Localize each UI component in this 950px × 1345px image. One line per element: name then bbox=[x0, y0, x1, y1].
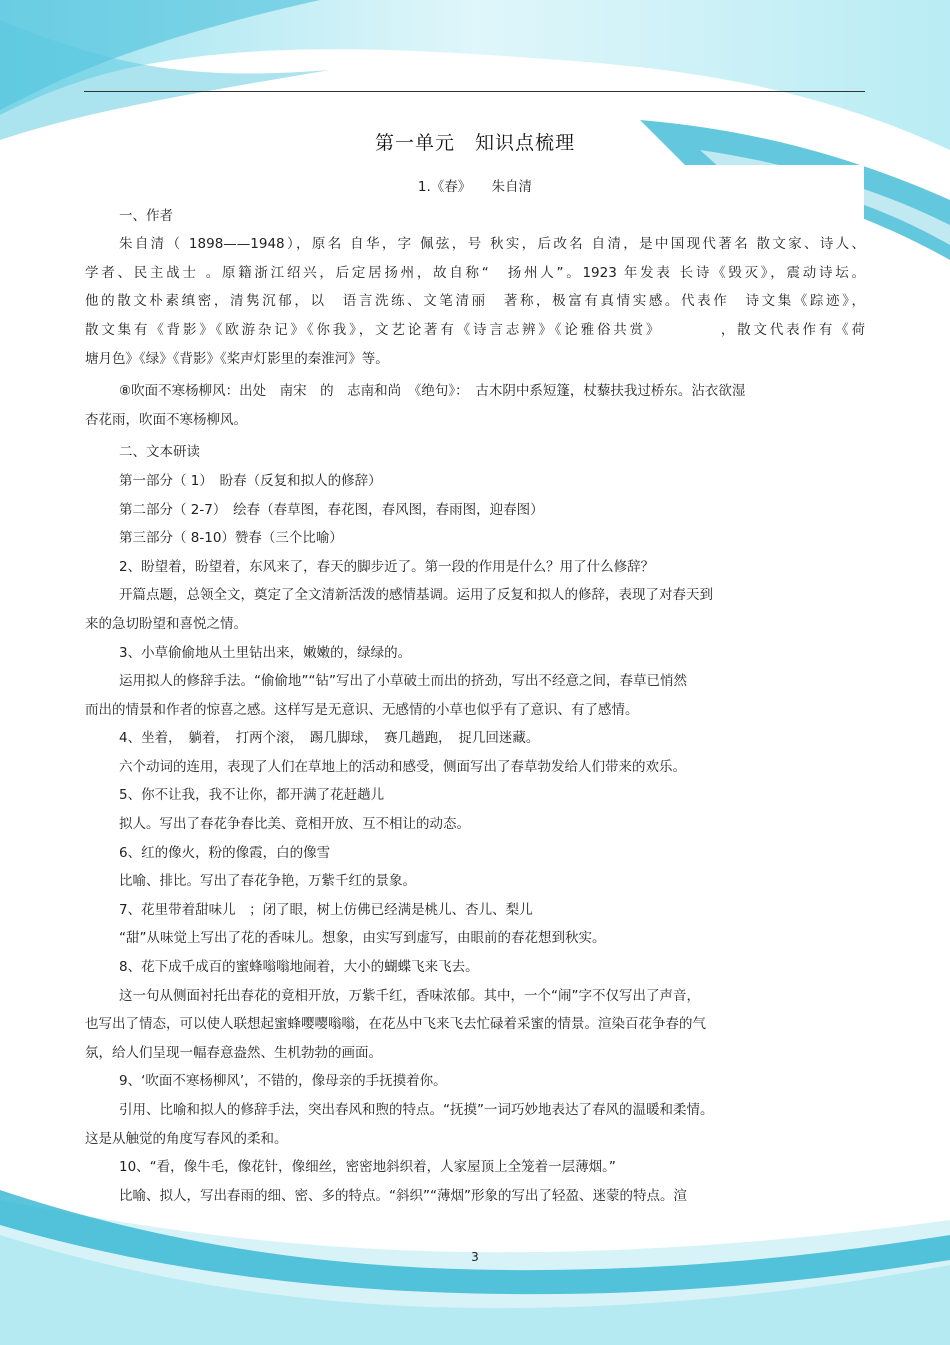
text-line: ⑧吹面不寒杨柳风：出处 南宋 的 志南和尚 《绝句》： 古木阴中系短篷，杖藜扶我过桥东。沾衣欲湿 bbox=[119, 383, 746, 400]
text-line: 开篇点题，总领全文，奠定了全文清新活泼的感情基调。运用了反复和拟人的修辞，表现了对春天到 bbox=[119, 587, 713, 604]
text-line: 8、花下成千成百的蜜蜂嗡嗡地闹着，大小的蝴蝶飞来飞去。 bbox=[119, 959, 479, 976]
text-line: 2、盼望着，盼望着，东风来了，春天的脚步近了。第一段的作用是什么？用了什么修辞？ bbox=[119, 558, 655, 575]
text-line: 7、花里带着甜味儿 ；闭了眼，树上仿佛已经满是桃儿、杏儿、梨儿 bbox=[119, 901, 533, 918]
text-line: 这是从触觉的角度写春风的柔和。 bbox=[85, 1130, 288, 1147]
text-line: 运用拟人的修辞手法。“偷偷地”“钻”写出了小草破土而出的挤劲，写出不经意之间，春草已悄然 bbox=[119, 673, 687, 690]
text-line: 一、作者 bbox=[119, 207, 173, 224]
text-line: 六个动词的连用，表现了人们在草地上的活动和感受，侧面写出了春草勃发给人们带来的欢乐。 bbox=[119, 758, 686, 775]
text-line: 拟人。写出了春花争春比美、竟相开放、互不相让的动态。 bbox=[119, 816, 470, 833]
text-line: 第一部分（ 1） 盼春（反复和拟人的修辞） bbox=[119, 472, 382, 489]
text-line: 9、‘吹面不寒杨柳风’，不错的，像母亲的手抚摸着你。 bbox=[119, 1073, 447, 1090]
text-line: 而出的情景和作者的惊喜之感。这样写是无意识、无感情的小草也似乎有了意识、有了感情。 bbox=[85, 701, 639, 718]
text-line: 10、“看，像牛毛，像花针，像细丝，密密地斜织着，人家屋顶上全笼着一层薄烟。” bbox=[119, 1159, 616, 1176]
text-line: 第二部分（ 2-7） 绘春（春草图，春花图，春风图，春雨图，迎春图） bbox=[119, 501, 544, 518]
document-body bbox=[85, 173, 865, 1210]
text-line: 5、你不让我，我不让你，都开满了花赶趟儿 bbox=[119, 787, 385, 804]
bottom-wave-decoration bbox=[0, 1190, 950, 1345]
page-number: 3 bbox=[471, 1250, 479, 1264]
text-line: 他的散文朴素缜密，清隽沉郁，以 语言洗练、文笔清丽 著称，极富有真情实感。代表作 诗文集《踪迹》， bbox=[85, 293, 865, 310]
text-line: 引用、比喻和拟人的修辞手法，突出春风和煦的特点。“抚摸”一词巧妙地表达了春风的温暖和柔情。 bbox=[119, 1102, 714, 1118]
text-line: 3、小草偷偷地从土里钻出来，嫩嫩的，绿绿的。 bbox=[119, 644, 412, 661]
text-line: 6、红的像火，粉的像霞，白的像雪 bbox=[119, 844, 331, 861]
text-line: “甜”从味觉上写出了花的香味儿。想象，由实写到虚写，由眼前的春花想到秋实。 bbox=[119, 930, 606, 947]
text-line: 塘月色》《绿》《背影》《桨声灯影里的秦淮河》等。 bbox=[85, 350, 389, 367]
text-line: 1.《春》 朱自清 bbox=[417, 179, 533, 195]
text-line: 散文集有《背影》《欧游杂记》《你我》，文艺论著有《诗言志辨》《论雅俗共赏》 ，散文代表作有《荷 bbox=[85, 321, 865, 338]
text-line: 来的急切盼望和喜悦之情。 bbox=[85, 615, 247, 632]
text-line: 也写出了情态，可以使人联想起蜜蜂嘤嘤嗡嗡，在花丛中飞来飞去忙碌着采蜜的情景。渲染百花争春的气 bbox=[85, 1016, 706, 1033]
page-title: 第一单元 知识点梳理 bbox=[374, 132, 575, 154]
text-line: 二、文本研读 bbox=[119, 444, 200, 461]
text-line: 学者、民主战士 。原籍浙江绍兴，后定居扬州，故自称“ 扬州人”。1923 年发表 长诗《毁灭》，震动诗坛。 bbox=[85, 264, 865, 281]
text-line: 比喻、拟人，写出春雨的细、密、多的特点。“斜织”“薄烟”形象的写出了轻盈、迷蒙的特点。渲 bbox=[119, 1187, 687, 1204]
text-line: 4、坐着， 躺着， 打两个滚， 踢几脚球， 赛几趟跑， 捉几回迷藏。 bbox=[119, 730, 540, 747]
text-line: 杏花雨，吹面不寒杨柳风。 bbox=[85, 411, 247, 428]
header-rule bbox=[84, 91, 865, 92]
text-line: 比喻、排比。写出了春花争艳，万紫千红的景象。 bbox=[119, 873, 416, 890]
text-line: 这一句从侧面衬托出春花的竟相开放，万紫千红，香味浓郁。其中，一个“闹”字不仅写出了声音， bbox=[119, 987, 700, 1004]
text-line: 氛，给人们呈现一幅春意盎然、生机勃勃的画面。 bbox=[85, 1044, 382, 1061]
text-line: 朱自清（ 1898——1948），原名 自华，字 佩弦，号 秋实，后改名 自清，是中国现代著名 散文家、诗人、 bbox=[119, 236, 865, 253]
text-line: 第三部分（ 8-10）赞春（三个比喻） bbox=[119, 530, 343, 547]
